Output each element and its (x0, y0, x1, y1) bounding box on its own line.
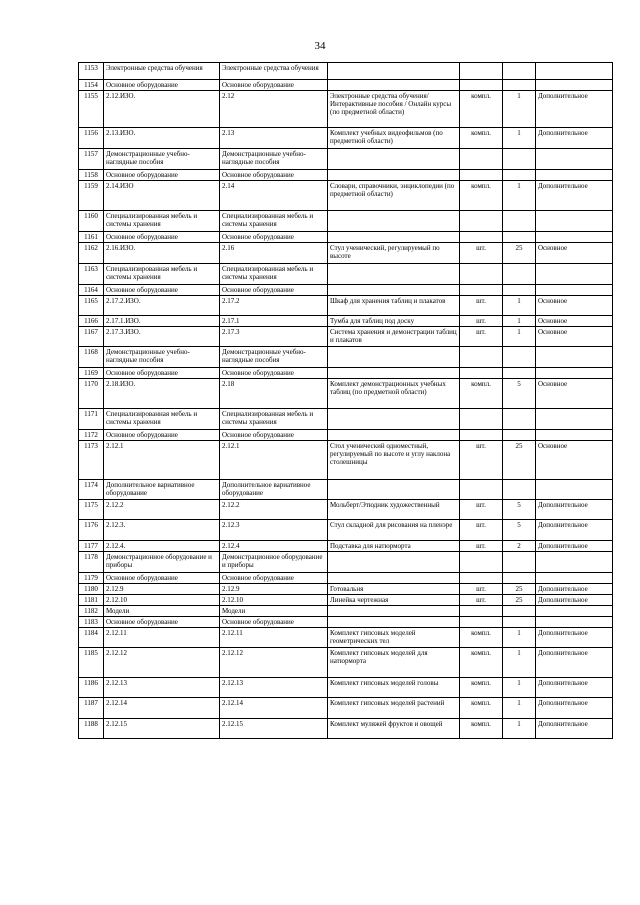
row-quantity (503, 573, 536, 584)
row-name: 2.12.12 (220, 648, 328, 678)
row-code: 2.12.10 (104, 595, 220, 606)
row-description: Подставка для натюрморта (328, 541, 460, 552)
row-unit (460, 63, 503, 80)
row-quantity: 1 (503, 296, 536, 316)
row-type (536, 149, 613, 170)
row-description (328, 409, 460, 430)
row-quantity (503, 430, 536, 441)
row-unit: шт. (460, 541, 503, 552)
row-unit (460, 409, 503, 430)
row-number: 1188 (79, 719, 104, 739)
table-row (79, 595, 613, 606)
row-unit (460, 264, 503, 285)
row-name: Основное оборудование (220, 80, 328, 91)
row-description: Комплект гипсовых моделей головы (328, 678, 460, 698)
row-type (536, 606, 613, 617)
row-name: Специализированная мебель и системы хранения (220, 264, 328, 285)
row-quantity: 25 (503, 584, 536, 595)
row-number: 1172 (79, 430, 104, 441)
row-unit: компл. (460, 648, 503, 678)
row-unit: шт. (460, 595, 503, 606)
row-number: 1184 (79, 628, 104, 648)
row-unit (460, 606, 503, 617)
row-description (328, 347, 460, 368)
row-number: 1160 (79, 211, 104, 232)
table-row (79, 480, 613, 500)
row-code: 2.16.ИЗО. (104, 243, 220, 264)
row-type: Основное (536, 316, 613, 327)
row-unit: компл. (460, 719, 503, 739)
row-quantity (503, 368, 536, 379)
row-name: 2.12.14 (220, 698, 328, 719)
table-row (79, 698, 613, 719)
row-number: 1182 (79, 606, 104, 617)
row-name: 2.12.9 (220, 584, 328, 595)
row-unit (460, 170, 503, 181)
row-quantity (503, 285, 536, 296)
table-row (79, 243, 613, 264)
row-quantity (503, 409, 536, 430)
row-number: 1178 (79, 552, 104, 573)
row-description: Электронные средства обучения/Интерактивные пособия / Онлайн курсы (по предметной области) (328, 91, 460, 128)
table-row (79, 232, 613, 243)
row-name: Основное оборудование (220, 617, 328, 628)
row-quantity: 1 (503, 648, 536, 678)
row-name: 2.12.10 (220, 595, 328, 606)
row-name: 2.12.15 (220, 719, 328, 739)
row-number: 1169 (79, 368, 104, 379)
row-name: 2.17.1 (220, 316, 328, 327)
row-code: 2.12.14 (104, 698, 220, 719)
row-type: Дополнительное (536, 678, 613, 698)
table-row (79, 80, 613, 91)
row-name: 2.17.2 (220, 296, 328, 316)
row-code: 2.18.ИЗО. (104, 379, 220, 409)
row-description: Словари, справочники, энциклопедии (по предметной области) (328, 181, 460, 211)
row-quantity (503, 80, 536, 91)
row-name: 2.12.4 (220, 541, 328, 552)
row-type (536, 430, 613, 441)
row-number: 1167 (79, 327, 104, 347)
row-name: Специализированная мебель и системы хранения (220, 409, 328, 430)
row-code: Основное оборудование (104, 170, 220, 181)
row-unit: компл. (460, 128, 503, 149)
row-description: Система хранения и демонстрации таблиц и плакатов (328, 327, 460, 347)
row-unit: компл. (460, 181, 503, 211)
row-description: Стол ученический одноместный, регулируемый по высоте и углу наклона столешницы (328, 441, 460, 480)
row-description: Тумба для таблиц под доску (328, 316, 460, 327)
table-row (79, 63, 613, 80)
row-number: 1157 (79, 149, 104, 170)
row-type: Дополнительное (536, 520, 613, 541)
row-number: 1163 (79, 264, 104, 285)
row-quantity (503, 149, 536, 170)
row-description: Комплект демонстрационных учебных таблиц (по предметной области) (328, 379, 460, 409)
table-row (79, 368, 613, 379)
row-unit (460, 368, 503, 379)
table-row (79, 181, 613, 211)
row-quantity (503, 480, 536, 500)
row-code: 2.17.2.ИЗО. (104, 296, 220, 316)
row-description (328, 80, 460, 91)
row-quantity: 5 (503, 500, 536, 520)
table-row (79, 379, 613, 409)
row-number: 1173 (79, 441, 104, 480)
row-type: Дополнительное (536, 595, 613, 606)
row-code: 2.12.ИЗО. (104, 91, 220, 128)
row-unit: шт. (460, 584, 503, 595)
row-number: 1168 (79, 347, 104, 368)
row-description (328, 430, 460, 441)
row-code: 2.13.ИЗО. (104, 128, 220, 149)
row-type: Дополнительное (536, 698, 613, 719)
row-type (536, 573, 613, 584)
row-code: 2.12.4. (104, 541, 220, 552)
row-description: Комплект гипсовых моделей для натюрморта (328, 648, 460, 678)
row-description (328, 552, 460, 573)
row-quantity (503, 617, 536, 628)
row-number: 1159 (79, 181, 104, 211)
table-row (79, 520, 613, 541)
row-quantity: 1 (503, 181, 536, 211)
row-unit: шт. (460, 327, 503, 347)
row-number: 1161 (79, 232, 104, 243)
row-code: Модели (104, 606, 220, 617)
table-row (79, 648, 613, 678)
row-type: Дополнительное (536, 181, 613, 211)
row-quantity: 25 (503, 595, 536, 606)
row-name: Демонстрационные учебно-наглядные пособия (220, 149, 328, 170)
table-row (79, 628, 613, 648)
table-row (79, 409, 613, 430)
row-type (536, 347, 613, 368)
row-name: Демонстрационное оборудование и приборы (220, 552, 328, 573)
row-name: Дополнительное вариативное оборудование (220, 480, 328, 500)
row-number: 1162 (79, 243, 104, 264)
row-type (536, 63, 613, 80)
row-type (536, 211, 613, 232)
row-unit (460, 430, 503, 441)
row-unit (460, 347, 503, 368)
row-type: Дополнительное (536, 648, 613, 678)
row-unit (460, 80, 503, 91)
row-code: Специализированная мебель и системы хранения (104, 409, 220, 430)
row-type (536, 285, 613, 296)
table-row (79, 149, 613, 170)
row-name: 2.13 (220, 128, 328, 149)
row-code: Основное оборудование (104, 617, 220, 628)
table-row (79, 170, 613, 181)
row-number: 1186 (79, 678, 104, 698)
row-code: 2.12.3. (104, 520, 220, 541)
row-name: Модели (220, 606, 328, 617)
row-unit (460, 149, 503, 170)
row-type: Дополнительное (536, 719, 613, 739)
row-number: 1187 (79, 698, 104, 719)
row-name: Основное оборудование (220, 573, 328, 584)
row-quantity: 2 (503, 541, 536, 552)
row-description: Линейка чертежная (328, 595, 460, 606)
row-name: 2.12 (220, 91, 328, 128)
row-quantity: 1 (503, 678, 536, 698)
row-description (328, 211, 460, 232)
row-quantity (503, 347, 536, 368)
row-name: 2.12.1 (220, 441, 328, 480)
row-quantity: 1 (503, 719, 536, 739)
table-row (79, 541, 613, 552)
row-code: Электронные средства обучения (104, 63, 220, 80)
row-number: 1175 (79, 500, 104, 520)
table-row (79, 211, 613, 232)
row-unit: шт. (460, 441, 503, 480)
row-description (328, 232, 460, 243)
table-row (79, 285, 613, 296)
row-name: 2.12.11 (220, 628, 328, 648)
row-code: Основное оборудование (104, 232, 220, 243)
table-row (79, 91, 613, 128)
row-number: 1158 (79, 170, 104, 181)
row-unit (460, 573, 503, 584)
row-quantity (503, 232, 536, 243)
row-type (536, 552, 613, 573)
row-type (536, 617, 613, 628)
row-number: 1171 (79, 409, 104, 430)
row-unit: компл. (460, 678, 503, 698)
row-quantity: 1 (503, 91, 536, 128)
row-unit (460, 232, 503, 243)
row-code: 2.17.1.ИЗО. (104, 316, 220, 327)
table-row (79, 128, 613, 149)
row-quantity: 1 (503, 698, 536, 719)
row-quantity (503, 552, 536, 573)
row-code: Специализированная мебель и системы хранения (104, 211, 220, 232)
row-description: Комплект гипсовых моделей геометрических тел (328, 628, 460, 648)
row-type (536, 368, 613, 379)
row-name: Основное оборудование (220, 430, 328, 441)
row-code: 2.12.11 (104, 628, 220, 648)
row-quantity: 1 (503, 316, 536, 327)
row-number: 1180 (79, 584, 104, 595)
row-description (328, 170, 460, 181)
row-description (328, 63, 460, 80)
row-number: 1174 (79, 480, 104, 500)
row-name: Специализированная мебель и системы хранения (220, 211, 328, 232)
row-unit (460, 285, 503, 296)
row-code: Основное оборудование (104, 285, 220, 296)
row-description (328, 285, 460, 296)
row-type: Дополнительное (536, 628, 613, 648)
row-name: 2.18 (220, 379, 328, 409)
row-unit: шт. (460, 296, 503, 316)
row-type: Дополнительное (536, 500, 613, 520)
row-name: 2.12.3 (220, 520, 328, 541)
table-row (79, 347, 613, 368)
row-quantity (503, 264, 536, 285)
row-quantity: 1 (503, 628, 536, 648)
row-description (328, 264, 460, 285)
table-row (79, 606, 613, 617)
row-code: Дополнительное вариативное оборудование (104, 480, 220, 500)
row-number: 1183 (79, 617, 104, 628)
row-unit: шт. (460, 500, 503, 520)
row-number: 1156 (79, 128, 104, 149)
row-unit: компл. (460, 91, 503, 128)
table-row (79, 441, 613, 480)
row-unit (460, 211, 503, 232)
row-description: Стул ученический, регулируемый по высоте (328, 243, 460, 264)
row-quantity: 5 (503, 379, 536, 409)
table-row (79, 327, 613, 347)
row-quantity (503, 606, 536, 617)
row-number: 1177 (79, 541, 104, 552)
row-type: Дополнительное (536, 541, 613, 552)
row-type (536, 264, 613, 285)
row-code: 2.14.ИЗО (104, 181, 220, 211)
row-number: 1179 (79, 573, 104, 584)
row-name: Основное оборудование (220, 368, 328, 379)
row-number: 1164 (79, 285, 104, 296)
row-description: Мольберт/Этюдник художественный (328, 500, 460, 520)
table-row (79, 264, 613, 285)
table-row (79, 678, 613, 698)
row-type: Основное (536, 296, 613, 316)
row-code: 2.12.2 (104, 500, 220, 520)
row-code: 2.12.13 (104, 678, 220, 698)
row-unit: компл. (460, 628, 503, 648)
page-number: 34 (314, 40, 326, 52)
row-type: Основное (536, 327, 613, 347)
row-code: 2.12.9 (104, 584, 220, 595)
table-row (79, 430, 613, 441)
row-number: 1165 (79, 296, 104, 316)
row-quantity (503, 211, 536, 232)
row-unit (460, 552, 503, 573)
row-name: 2.16 (220, 243, 328, 264)
row-code: Демонстрационные учебно-наглядные пособия (104, 347, 220, 368)
row-quantity (503, 170, 536, 181)
row-code: Демонстрационные учебно-наглядные пособия (104, 149, 220, 170)
row-code: 2.17.3.ИЗО. (104, 327, 220, 347)
row-number: 1155 (79, 91, 104, 128)
row-quantity (503, 63, 536, 80)
row-code: Демонстрационное оборудование и приборы (104, 552, 220, 573)
row-code: Основное оборудование (104, 368, 220, 379)
row-name: 2.17.3 (220, 327, 328, 347)
equipment-table (78, 62, 613, 739)
row-description (328, 573, 460, 584)
row-description (328, 149, 460, 170)
row-quantity: 1 (503, 327, 536, 347)
table-row (79, 617, 613, 628)
row-description: Стул складной для рисования на пленэре (328, 520, 460, 541)
row-number: 1166 (79, 316, 104, 327)
row-description (328, 606, 460, 617)
row-number: 1176 (79, 520, 104, 541)
row-code: Основное оборудование (104, 430, 220, 441)
row-code: Основное оборудование (104, 80, 220, 91)
row-unit: шт. (460, 243, 503, 264)
table-row (79, 719, 613, 739)
table-row (79, 316, 613, 327)
table-row (79, 573, 613, 584)
row-name: Электронные средства обучения (220, 63, 328, 80)
row-number: 1185 (79, 648, 104, 678)
row-name: Основное оборудование (220, 170, 328, 181)
row-name: Демонстрационные учебно-наглядные пособия (220, 347, 328, 368)
row-number: 1181 (79, 595, 104, 606)
row-name: Основное оборудование (220, 232, 328, 243)
row-unit: компл. (460, 698, 503, 719)
row-number: 1154 (79, 80, 104, 91)
row-description: Готовальня (328, 584, 460, 595)
row-number: 1170 (79, 379, 104, 409)
row-description: Шкаф для хранения таблиц и плакатов (328, 296, 460, 316)
row-quantity: 25 (503, 243, 536, 264)
row-description (328, 480, 460, 500)
row-type: Дополнительное (536, 584, 613, 595)
row-unit: шт. (460, 316, 503, 327)
row-type: Основное (536, 441, 613, 480)
table-row (79, 296, 613, 316)
row-description: Комплект гипсовых моделей растений (328, 698, 460, 719)
row-type: Дополнительное (536, 128, 613, 149)
row-type: Дополнительное (536, 91, 613, 128)
row-code: 2.12.12 (104, 648, 220, 678)
row-type (536, 170, 613, 181)
row-code: Основное оборудование (104, 573, 220, 584)
row-description (328, 368, 460, 379)
row-quantity: 1 (503, 128, 536, 149)
table-row (79, 584, 613, 595)
table-row (79, 500, 613, 520)
row-name: 2.12.2 (220, 500, 328, 520)
row-type (536, 232, 613, 243)
row-name: 2.14 (220, 181, 328, 211)
row-code: 2.12.15 (104, 719, 220, 739)
row-name: Основное оборудование (220, 285, 328, 296)
row-unit: компл. (460, 379, 503, 409)
row-unit (460, 480, 503, 500)
row-number: 1153 (79, 63, 104, 80)
table-body (79, 63, 613, 739)
row-type (536, 80, 613, 91)
row-description: Комплект учебных видеофильмов (по предметной области) (328, 128, 460, 149)
row-description (328, 617, 460, 628)
row-unit (460, 617, 503, 628)
row-code: Специализированная мебель и системы хранения (104, 264, 220, 285)
row-type: Основное (536, 243, 613, 264)
row-name: 2.12.13 (220, 678, 328, 698)
row-type (536, 409, 613, 430)
row-type (536, 480, 613, 500)
table-row (79, 552, 613, 573)
row-quantity: 5 (503, 520, 536, 541)
row-description: Комплект муляжей фруктов и овощей (328, 719, 460, 739)
row-code: 2.12.1 (104, 441, 220, 480)
row-quantity: 25 (503, 441, 536, 480)
row-type: Основное (536, 379, 613, 409)
row-unit: шт. (460, 520, 503, 541)
